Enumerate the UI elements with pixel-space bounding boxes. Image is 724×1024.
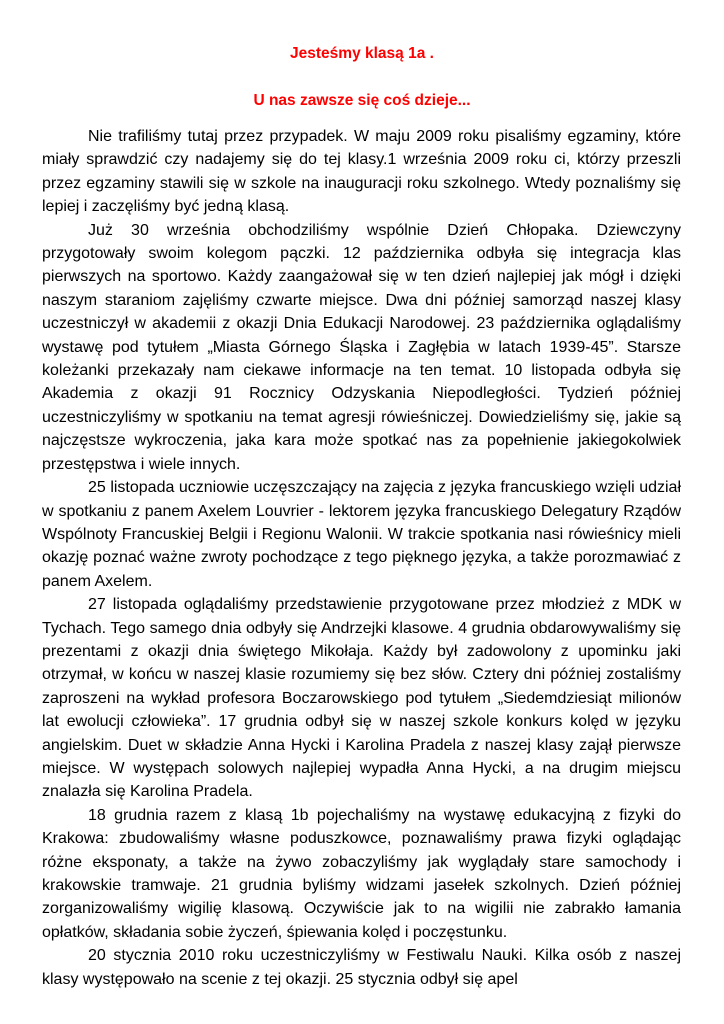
paragraph-3: 25 listopada uczniowie uczęszczający na zajęcia z języka francuskiego wzięli udział w spotkaniu z panem Axelem Louvrier - lektorem języka francuskiego Delegatury Rządów Wspólnoty Francuskiej Belgii i Regionu Walonii. W trakcie spotkania nasi rówieśnicy mieli okazję poznać ważne zwroty pochodzące z tego pięknego języka, a także porozmawiać z panem Axelem. (42, 479, 681, 590)
document-body (42, 125, 681, 991)
document-subtitle: U nas zawsze się coś dzieje... (253, 92, 471, 109)
paragraph-6: 20 stycznia 2010 roku uczestniczyliśmy w Festiwalu Nauki. Kilka osób z naszej klasy występowało na scenie z tej okazji. 25 stycznia odbył się apel (42, 947, 681, 988)
paragraph-5: 18 grudnia razem z klasą 1b pojechaliśmy na wystawę edukacyjną z fizyki do Krakowa: zbudowaliśmy własne poduszkowce, poznawaliśmy prawa fizyki oglądając różne eksponaty, a także na żywo zobaczyliśmy jak wyglądały stare samochody i krakowskie tramwaje. 21 grudnia byliśmy widzami jasełek szkolnych. Dzień później zorganizowaliśmy wigilię klasową. Oczywiście jak to na wigilii nie zabrakło łamania opłatków, składania sobie życzeń, śpiewania kolęd i poczęstunku. (42, 806, 681, 941)
paragraph-4: 27 listopada oglądaliśmy przedstawienie przygotowane przez młodzież z MDK w Tychach. Tego samego dnia odbyły się Andrzejki klasowe. 4 grudnia obdarowywaliśmy się prezentami z okazji dnia świętego Mikołaja. Każdy był zadowolony z upominku jaki otrzymał, w końcu w naszej klasie rozumiemy się bez słów. Cztery dni później zostaliśmy zaproszeni na wykład profesora Boczarowskiego pod tytułem „Siedemdziesiąt milionów lat ewolucji człowieka”. 17 grudnia odbył się w naszej szkole konkurs kolęd w języku angielskim. Duet w składzie Anna Hycki i Karolina Pradela z naszej klasy zajął pierwsze miejsce. W występach solowych najlepiej wypadła Anna Hycki, a na drugim miejscu znalazła się Karolina Pradela. (42, 596, 681, 801)
document-title: Jesteśmy klasą 1a . (290, 45, 434, 62)
paragraph-1: Nie trafiliśmy tutaj przez przypadek. W maju 2009 roku pisaliśmy egzaminy, które miały sprawdzić czy nadajemy się do tej klasy.1 września 2009 roku ci, którzy przeszli przez egzaminy stawili się w szkole na inauguracji roku szkolnego. Wtedy poznaliśmy się lepiej i zaczęliśmy być jedną klasą. (42, 128, 681, 216)
paragraph-2: Już 30 września obchodziliśmy wspólnie Dzień Chłopaka. Dziewczyny przygotowały swoim kolegom pączki. 12 października odbyła się integracja klas pierwszych na sportowo. Każdy zaangażował się w ten dzień najlepiej jak mógł i dzięki naszym staraniom zajęliśmy czwarte miejsce. Dwa dni później samorząd naszej klasy uczestniczył w akademii z okazji Dnia Edukacji Narodowej. 23 października oglądaliśmy wystawę pod tytułem „Miasta Górnego Śląska i Zagłębia w latach 1939-45”. Starsze koleżanki przekazały nam ciekawe informacje na ten temat. 10 listopada odbyła się Akademia z okazji 91 Rocznicy Odzyskania Niepodległości. Tydzień później uczestniczyliśmy w spotkaniu na temat agresji rówieśniczej. Dowiedzieliśmy się, jakie są najczęstsze wykroczenia, jaka kara może spotkać nas za popełnienie jakiegokolwiek przestępstwa i wiele innych. (42, 221, 681, 473)
